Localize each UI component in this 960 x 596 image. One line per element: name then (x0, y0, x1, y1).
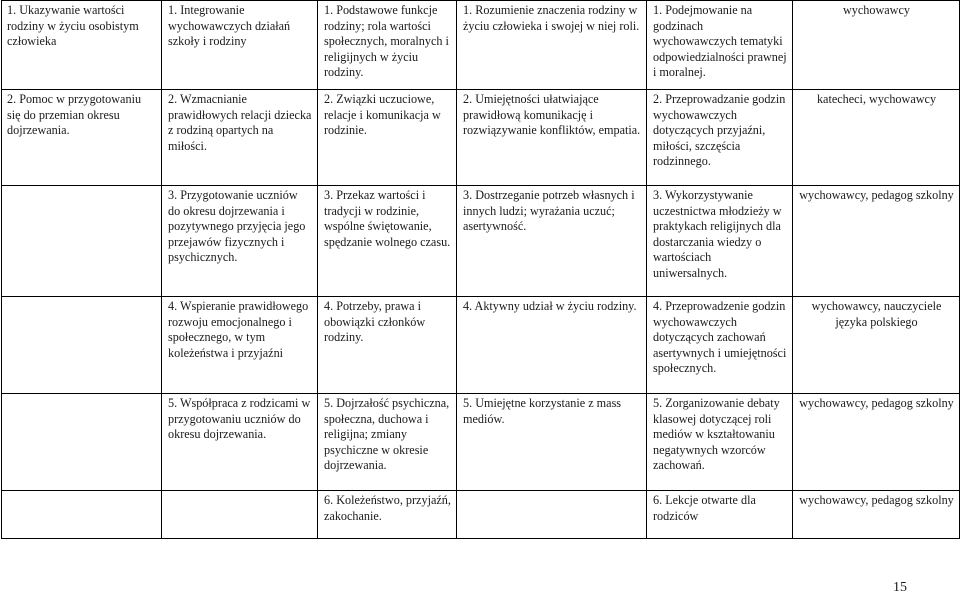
table-row (2, 90, 960, 186)
table-cell: 6. Lekcje otwarte dla rodziców (647, 491, 793, 539)
table-cell: katecheci, wychowawcy (793, 90, 960, 186)
table-row (2, 297, 960, 394)
curriculum-table (1, 0, 960, 539)
table-cell: 2. Związki uczuciowe, relacje i komunikacja w rodzinie. (318, 90, 457, 186)
table-cell: 4. Przeprowadzenie godzin wychowawczych dotyczących zachowań asertywnych i umiejętności społecznych. (647, 297, 793, 394)
table-cell: 2. Wzmacnianie prawidłowych relacji dziecka z rodziną opartych na miłości. (162, 90, 318, 186)
page-number: 15 (893, 580, 907, 595)
table-cell: wychowawcy (793, 1, 960, 90)
table-cell: 5. Współpraca z rodzicami w przygotowaniu uczniów do okresu dojrzewania. (162, 394, 318, 491)
table-cell: 1. Podejmowanie na godzinach wychowawczych tematyki odpowiedzialności prawnej i moralnej. (647, 1, 793, 90)
table-cell: wychowawcy, pedagog szkolny (793, 394, 960, 491)
table-cell: 4. Aktywny udział w życiu rodziny. (457, 297, 647, 394)
table-cell: 5. Zorganizowanie debaty klasowej dotyczącej roli mediów w kształtowaniu negatywnych wzorców zachowań. (647, 394, 793, 491)
table-cell: 4. Potrzeby, prawa i obowiązki członków rodziny. (318, 297, 457, 394)
table-cell: 5. Umiejętne korzystanie z mass mediów. (457, 394, 647, 491)
table-cell: 4. Wspieranie prawidłowego rozwoju emocjonalnego i społecznego, w tym koleżeństwa i przyjaźni (162, 297, 318, 394)
table-cell: 2. Umiejętności ułatwiające prawidłową komunikację i rozwiązywanie konfliktów, empatia. (457, 90, 647, 186)
table-row (2, 1, 960, 90)
table-cell: 1. Rozumienie znaczenia rodziny w życiu człowieka i swojej w niej roli. (457, 1, 647, 90)
table-cell: 2. Przeprowadzanie godzin wychowawczych dotyczących przyjaźni, miłości, szczęścia rodzinnego. (647, 90, 793, 186)
table-cell (2, 186, 162, 297)
table-cell (2, 297, 162, 394)
table-cell: 1. Integrowanie wychowawczych działań szkoły i rodziny (162, 1, 318, 90)
table-cell: 3. Dostrzeganie potrzeb własnych i innych ludzi; wyrażania uczuć; asertywność. (457, 186, 647, 297)
table-cell: 5. Dojrzałość psychiczna, społeczna, duchowa i religijna; zmiany psychiczne w okresie dojrzewania. (318, 394, 457, 491)
table-cell: 2. Pomoc w przygotowaniu się do przemian okresu dojrzewania. (2, 90, 162, 186)
table-cell: 3. Wykorzystywanie uczestnictwa młodzieży w praktykach religijnych dla dostarczania wiedzy o wartościach uniwersalnych. (647, 186, 793, 297)
table-row (2, 186, 960, 297)
table-cell: wychowawcy, pedagog szkolny (793, 491, 960, 539)
table-row (2, 491, 960, 539)
table-cell (2, 394, 162, 491)
table-cell: 1. Podstawowe funkcje rodziny; rola wartości społecznych, moralnych i religijnych w życiu rodziny. (318, 1, 457, 90)
table-row (2, 394, 960, 491)
table-cell: wychowawcy, pedagog szkolny (793, 186, 960, 297)
table-cell: wychowawcy, nauczyciele języka polskiego (793, 297, 960, 394)
table-cell: 6. Koleżeństwo, przyjaźń, zakochanie. (318, 491, 457, 539)
table-cell: 3. Przygotowanie uczniów do okresu dojrzewania i pozytywnego przyjęcia jego przejawów fizycznych i psychicznych. (162, 186, 318, 297)
table-cell: 1. Ukazywanie wartości rodziny w życiu osobistym człowieka (2, 1, 162, 90)
table-cell (457, 491, 647, 539)
table-cell: 3. Przekaz wartości i tradycji w rodzinie, wspólne świętowanie, spędzanie wolnego czasu. (318, 186, 457, 297)
table-cell (162, 491, 318, 539)
table-cell (2, 491, 162, 539)
